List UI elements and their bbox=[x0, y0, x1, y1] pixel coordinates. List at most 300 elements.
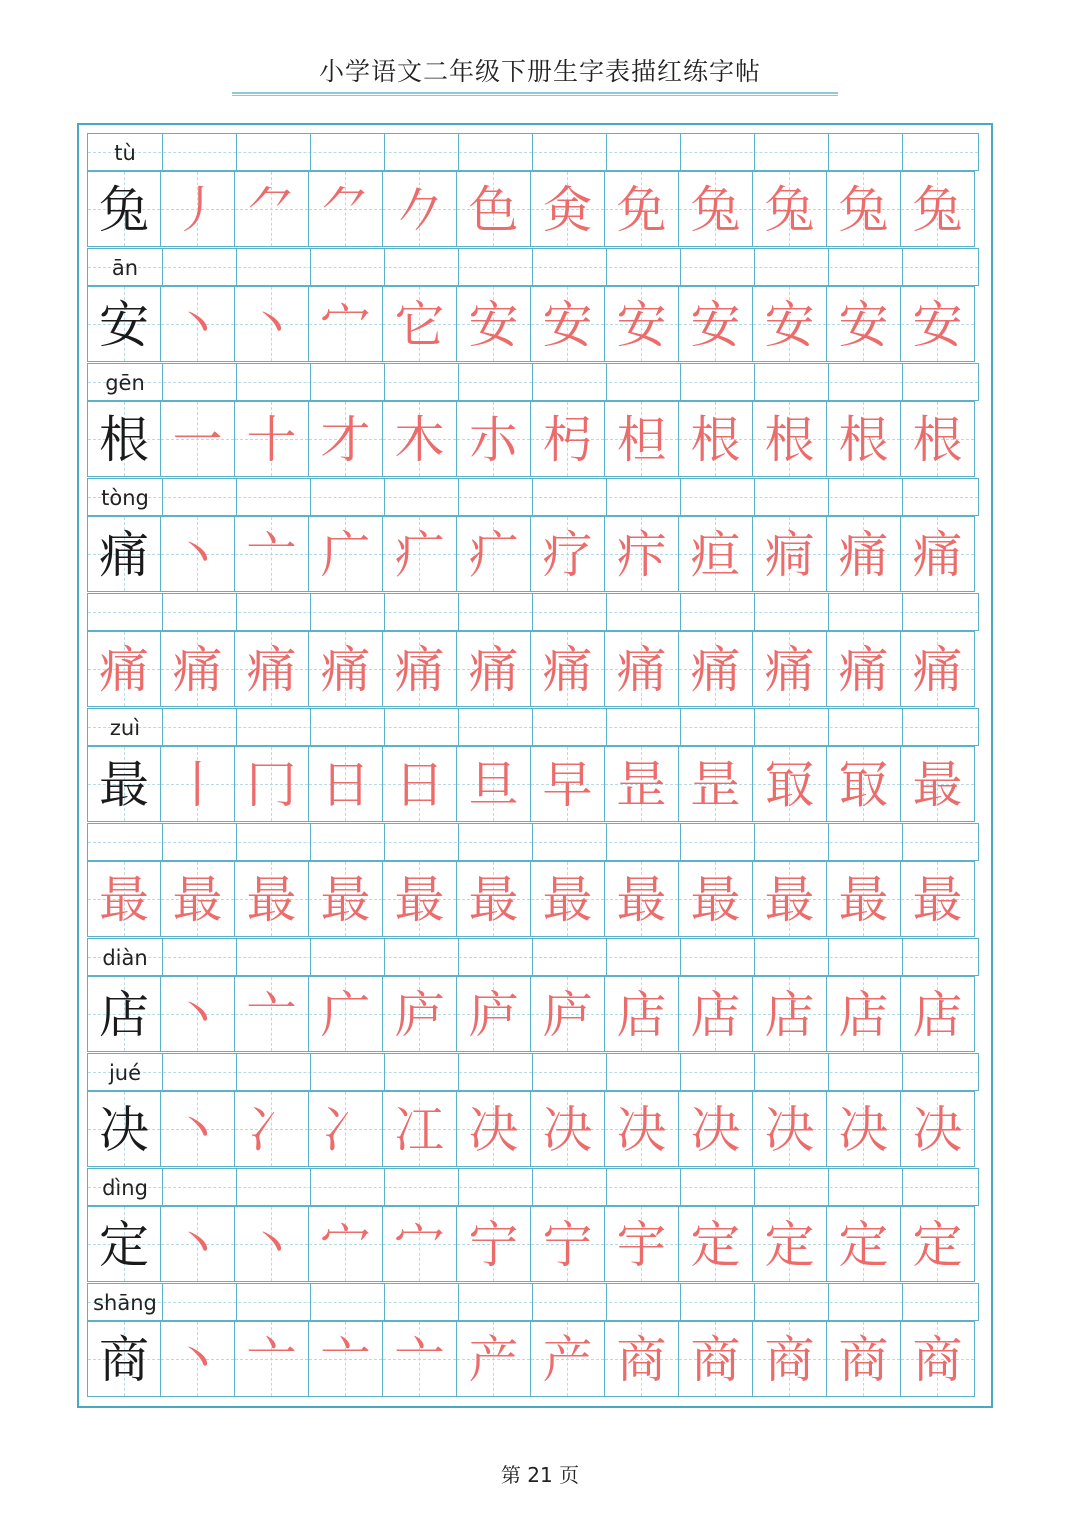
pinyin-band bbox=[87, 1168, 979, 1206]
trace-character-cell[interactable] bbox=[901, 746, 975, 822]
stroke-step-character: 安 bbox=[912, 296, 963, 354]
trace-character-cell[interactable] bbox=[457, 746, 531, 822]
trace-character-cell[interactable] bbox=[235, 401, 309, 477]
stroke-step-character: 亠 bbox=[320, 1331, 371, 1389]
pinyin-label: diàn bbox=[102, 946, 148, 970]
pinyin-band bbox=[87, 593, 979, 631]
trace-character-cell[interactable] bbox=[457, 401, 531, 477]
trace-character-cell[interactable] bbox=[753, 631, 827, 707]
trace-character-cell[interactable] bbox=[531, 1321, 605, 1397]
stroke-step-character: 产 bbox=[468, 1331, 519, 1389]
stroke-step-character: 𠂊 bbox=[394, 181, 445, 239]
stroke-step-character: 安 bbox=[468, 296, 519, 354]
trace-character-cell[interactable] bbox=[753, 171, 827, 247]
stroke-step-character: 日 bbox=[320, 756, 371, 814]
trace-character-cell[interactable] bbox=[161, 171, 235, 247]
model-character-cell[interactable] bbox=[87, 286, 161, 362]
practice-row bbox=[87, 478, 979, 593]
trace-character-cell[interactable] bbox=[605, 516, 679, 592]
stroke-step-character: 丶 bbox=[172, 1331, 223, 1389]
trace-character-cell[interactable] bbox=[827, 1321, 901, 1397]
stroke-step-character: 店 bbox=[690, 986, 741, 1044]
practice-grid bbox=[87, 133, 979, 1399]
trace-character-cell[interactable] bbox=[457, 631, 531, 707]
trace-character-cell[interactable] bbox=[827, 631, 901, 707]
trace-character-cell[interactable] bbox=[383, 516, 457, 592]
practice-row bbox=[87, 823, 979, 938]
model-character-cell[interactable] bbox=[87, 976, 161, 1052]
stroke-step-character: 最 bbox=[616, 871, 667, 929]
stroke-step-character: 色 bbox=[468, 181, 519, 239]
stroke-step-character: 安 bbox=[616, 296, 667, 354]
stroke-step-character: 痛 bbox=[838, 641, 889, 699]
trace-character-cell[interactable] bbox=[679, 1321, 753, 1397]
pinyin-band bbox=[87, 133, 979, 171]
trace-character-cell[interactable] bbox=[383, 861, 457, 937]
trace-character-cell[interactable] bbox=[531, 1206, 605, 1282]
model-character-cell[interactable] bbox=[87, 401, 161, 477]
model-character-cell[interactable] bbox=[87, 171, 161, 247]
stroke-step-character: 痛 bbox=[616, 641, 667, 699]
trace-character-cell[interactable] bbox=[827, 976, 901, 1052]
pinyin-label: gēn bbox=[105, 371, 145, 395]
stroke-step-character: 最 bbox=[320, 871, 371, 929]
pinyin-label: tòng bbox=[101, 486, 149, 510]
stroke-step-character: 旦 bbox=[468, 756, 519, 814]
pinyin-band bbox=[87, 478, 979, 516]
model-character-cell[interactable] bbox=[87, 1091, 161, 1167]
stroke-step-character: 疒 bbox=[394, 526, 445, 584]
stroke-step-character: 痌 bbox=[764, 526, 815, 584]
stroke-step-character: 朩 bbox=[468, 411, 519, 469]
stroke-step-character: 痛 bbox=[542, 641, 593, 699]
practice-row bbox=[87, 363, 979, 478]
model-character: 安 bbox=[99, 296, 149, 354]
trace-character-cell[interactable] bbox=[827, 401, 901, 477]
stroke-step-character: 亠 bbox=[246, 1331, 297, 1389]
stroke-step-character: 冣 bbox=[838, 756, 889, 814]
trace-character-cell[interactable] bbox=[531, 976, 605, 1052]
model-character-cell[interactable] bbox=[87, 1321, 161, 1397]
trace-character-cell[interactable] bbox=[827, 746, 901, 822]
trace-character-cell[interactable] bbox=[457, 1091, 531, 1167]
pinyin-label: dìng bbox=[102, 1176, 148, 1200]
stroke-step-character: 安 bbox=[764, 296, 815, 354]
trace-character-cell[interactable] bbox=[235, 1321, 309, 1397]
stroke-step-character: 疗 bbox=[542, 526, 593, 584]
trace-character-cell[interactable] bbox=[235, 171, 309, 247]
trace-character-cell[interactable] bbox=[457, 1206, 531, 1282]
stroke-step-character: 最 bbox=[912, 756, 963, 814]
trace-character-cell[interactable] bbox=[753, 286, 827, 362]
title-underline bbox=[232, 92, 838, 96]
stroke-step-character: 决 bbox=[468, 1101, 519, 1159]
stroke-step-character: 最 bbox=[838, 871, 889, 929]
trace-character-cell[interactable] bbox=[235, 1091, 309, 1167]
pinyin-label: jué bbox=[108, 1061, 142, 1085]
stroke-step-character: 最 bbox=[690, 871, 741, 929]
trace-character-cell[interactable] bbox=[531, 401, 605, 477]
stroke-step-character: 根 bbox=[764, 411, 815, 469]
stroke-step-character: 决 bbox=[690, 1101, 741, 1159]
model-character: 最 bbox=[99, 871, 149, 929]
stroke-step-character: 冮 bbox=[394, 1101, 445, 1159]
practice-row bbox=[87, 1168, 979, 1283]
trace-character-cell[interactable] bbox=[161, 286, 235, 362]
trace-character-cell[interactable] bbox=[457, 516, 531, 592]
trace-character-cell[interactable] bbox=[901, 976, 975, 1052]
model-character: 兔 bbox=[99, 181, 149, 239]
pinyin-label: shāng bbox=[93, 1291, 157, 1315]
trace-character-cell[interactable] bbox=[235, 631, 309, 707]
trace-character-cell[interactable] bbox=[901, 861, 975, 937]
trace-character-cell[interactable] bbox=[161, 401, 235, 477]
trace-character-cell[interactable] bbox=[457, 1321, 531, 1397]
stroke-step-character: 最 bbox=[764, 871, 815, 929]
stroke-step-character: 亠 bbox=[394, 1331, 445, 1389]
stroke-step-character: 冣 bbox=[764, 756, 815, 814]
stroke-step-character: 定 bbox=[912, 1216, 963, 1274]
trace-character-cell[interactable] bbox=[531, 1091, 605, 1167]
practice-row bbox=[87, 593, 979, 708]
stroke-step-character: 痛 bbox=[394, 641, 445, 699]
stroke-step-character: 决 bbox=[616, 1101, 667, 1159]
model-character: 商 bbox=[99, 1331, 149, 1389]
model-character-cell[interactable] bbox=[87, 631, 161, 707]
stroke-step-character: 定 bbox=[838, 1216, 889, 1274]
pinyin-label bbox=[88, 594, 162, 632]
stroke-step-character: 决 bbox=[912, 1101, 963, 1159]
pinyin-label bbox=[88, 824, 162, 862]
stroke-step-character: 根 bbox=[690, 411, 741, 469]
stroke-step-character: 痛 bbox=[320, 641, 371, 699]
pinyin-band bbox=[87, 1053, 979, 1091]
pinyin-label: zuì bbox=[109, 716, 141, 740]
trace-character-cell[interactable] bbox=[679, 631, 753, 707]
stroke-step-character: 定 bbox=[764, 1216, 815, 1274]
model-character: 店 bbox=[99, 986, 149, 1044]
stroke-step-character: ⺈ bbox=[320, 181, 371, 239]
stroke-step-character: 亠 bbox=[246, 986, 297, 1044]
stroke-step-character: 痛 bbox=[246, 641, 297, 699]
stroke-step-character: 安 bbox=[838, 296, 889, 354]
trace-character-cell[interactable] bbox=[161, 631, 235, 707]
model-character: 根 bbox=[99, 411, 149, 469]
stroke-step-character: 店 bbox=[912, 986, 963, 1044]
trace-character-cell[interactable] bbox=[901, 1091, 975, 1167]
model-character-cell[interactable] bbox=[87, 861, 161, 937]
trace-character-cell[interactable] bbox=[531, 746, 605, 822]
trace-character-cell[interactable] bbox=[679, 171, 753, 247]
stroke-step-character: 宀 bbox=[394, 1216, 445, 1274]
stroke-step-character: 丶 bbox=[172, 296, 223, 354]
stroke-step-character: 宁 bbox=[542, 1216, 593, 1274]
trace-character-cell[interactable] bbox=[383, 171, 457, 247]
pinyin-band bbox=[87, 708, 979, 746]
trace-character-cell[interactable] bbox=[531, 516, 605, 592]
trace-character-cell[interactable] bbox=[827, 286, 901, 362]
stroke-step-character: 决 bbox=[764, 1101, 815, 1159]
stroke-step-character: 痛 bbox=[172, 641, 223, 699]
stroke-step-character: 冂 bbox=[246, 756, 297, 814]
stroke-step-character: 宀 bbox=[320, 1216, 371, 1274]
trace-character-cell[interactable] bbox=[827, 516, 901, 592]
stroke-step-character: 决 bbox=[838, 1101, 889, 1159]
stroke-step-character: 十 bbox=[246, 411, 297, 469]
practice-row bbox=[87, 133, 979, 248]
stroke-step-character: 疒 bbox=[468, 526, 519, 584]
stroke-step-character: 日 bbox=[394, 756, 445, 814]
stroke-step-character: 店 bbox=[764, 986, 815, 1044]
trace-character-cell[interactable] bbox=[827, 171, 901, 247]
trace-character-cell[interactable] bbox=[679, 1091, 753, 1167]
model-character: 最 bbox=[99, 756, 149, 814]
stroke-step-character: 痛 bbox=[838, 526, 889, 584]
trace-character-cell[interactable] bbox=[383, 1091, 457, 1167]
trace-character-cell[interactable] bbox=[901, 286, 975, 362]
stroke-step-character: 兔 bbox=[838, 181, 889, 239]
trace-character-cell[interactable] bbox=[383, 401, 457, 477]
stroke-step-character: 兔 bbox=[764, 181, 815, 239]
trace-character-cell[interactable] bbox=[309, 1206, 383, 1282]
trace-character-cell[interactable] bbox=[235, 1206, 309, 1282]
stroke-step-character: 痛 bbox=[912, 641, 963, 699]
trace-character-cell[interactable] bbox=[605, 171, 679, 247]
stroke-step-character: 产 bbox=[542, 1331, 593, 1389]
trace-character-cell[interactable] bbox=[383, 746, 457, 822]
trace-character-cell[interactable] bbox=[235, 286, 309, 362]
trace-character-cell[interactable] bbox=[901, 631, 975, 707]
trace-character-cell[interactable] bbox=[901, 401, 975, 477]
model-character: 痛 bbox=[99, 526, 149, 584]
stroke-step-character: 木 bbox=[394, 411, 445, 469]
stroke-step-character: 最 bbox=[246, 871, 297, 929]
trace-character-cell[interactable] bbox=[531, 631, 605, 707]
stroke-step-character: 宁 bbox=[468, 1216, 519, 1274]
stroke-step-character: 痛 bbox=[764, 641, 815, 699]
trace-character-cell[interactable] bbox=[235, 861, 309, 937]
pinyin-label: tù bbox=[114, 141, 136, 165]
trace-character-cell[interactable] bbox=[605, 746, 679, 822]
trace-character-cell[interactable] bbox=[679, 401, 753, 477]
stroke-step-character: 免 bbox=[616, 181, 667, 239]
trace-character-cell[interactable] bbox=[753, 401, 827, 477]
trace-character-cell[interactable] bbox=[901, 516, 975, 592]
stroke-step-character: 才 bbox=[320, 411, 371, 469]
trace-character-cell[interactable] bbox=[531, 861, 605, 937]
trace-character-cell[interactable] bbox=[309, 1321, 383, 1397]
trace-character-cell[interactable] bbox=[605, 631, 679, 707]
trace-character-cell[interactable] bbox=[901, 171, 975, 247]
trace-character-cell[interactable] bbox=[827, 861, 901, 937]
trace-character-cell[interactable] bbox=[309, 286, 383, 362]
trace-character-cell[interactable] bbox=[457, 171, 531, 247]
stroke-step-character: 痛 bbox=[690, 641, 741, 699]
stroke-step-character: 兔 bbox=[690, 181, 741, 239]
trace-character-cell[interactable] bbox=[531, 171, 605, 247]
pinyin-band bbox=[87, 1283, 979, 1321]
trace-character-cell[interactable] bbox=[457, 286, 531, 362]
stroke-step-character: 店 bbox=[838, 986, 889, 1044]
trace-character-cell[interactable] bbox=[679, 976, 753, 1052]
trace-character-cell[interactable] bbox=[309, 861, 383, 937]
stroke-step-character: 丶 bbox=[172, 986, 223, 1044]
stroke-step-character: 商 bbox=[912, 1331, 963, 1389]
practice-row bbox=[87, 708, 979, 823]
trace-character-cell[interactable] bbox=[161, 516, 235, 592]
stroke-step-character: 商 bbox=[838, 1331, 889, 1389]
trace-character-cell[interactable] bbox=[901, 1321, 975, 1397]
trace-character-cell[interactable] bbox=[753, 1321, 827, 1397]
model-character-cell[interactable] bbox=[87, 516, 161, 592]
stroke-step-character: 根 bbox=[838, 411, 889, 469]
stroke-step-character: 丶 bbox=[172, 1101, 223, 1159]
stroke-step-character: 庐 bbox=[468, 986, 519, 1044]
trace-character-cell[interactable] bbox=[605, 976, 679, 1052]
stroke-step-character: 广 bbox=[320, 526, 371, 584]
stroke-step-character: 亠 bbox=[246, 526, 297, 584]
stroke-step-character: 最 bbox=[912, 871, 963, 929]
stroke-step-character: 庐 bbox=[542, 986, 593, 1044]
trace-character-cell[interactable] bbox=[235, 976, 309, 1052]
page-title: 小学语文二年级下册生字表描红练字帖 bbox=[318, 57, 761, 86]
pinyin-band bbox=[87, 823, 979, 861]
trace-character-cell[interactable] bbox=[605, 286, 679, 362]
trace-character-cell[interactable] bbox=[827, 1091, 901, 1167]
trace-character-cell[interactable] bbox=[309, 976, 383, 1052]
trace-character-cell[interactable] bbox=[679, 1206, 753, 1282]
trace-character-cell[interactable] bbox=[383, 631, 457, 707]
trace-character-cell[interactable] bbox=[161, 976, 235, 1052]
trace-character-cell[interactable] bbox=[827, 1206, 901, 1282]
stroke-step-character: 决 bbox=[542, 1101, 593, 1159]
model-character: 痛 bbox=[99, 641, 149, 699]
trace-character-cell[interactable] bbox=[753, 746, 827, 822]
model-character: 决 bbox=[99, 1101, 149, 1159]
stroke-step-character: 早 bbox=[542, 756, 593, 814]
practice-row bbox=[87, 1053, 979, 1168]
trace-character-cell[interactable] bbox=[679, 286, 753, 362]
trace-character-cell[interactable] bbox=[161, 1206, 235, 1282]
stroke-step-character: 丨 bbox=[172, 756, 223, 814]
trace-character-cell[interactable] bbox=[161, 1321, 235, 1397]
stroke-step-character: 冫 bbox=[320, 1101, 371, 1159]
stroke-step-character: 兔 bbox=[912, 181, 963, 239]
stroke-step-character: 它 bbox=[394, 296, 445, 354]
trace-character-cell[interactable] bbox=[605, 401, 679, 477]
model-character: 定 bbox=[99, 1216, 149, 1274]
stroke-step-character: 商 bbox=[616, 1331, 667, 1389]
trace-character-cell[interactable] bbox=[605, 1206, 679, 1282]
stroke-step-character: 冫 bbox=[246, 1101, 297, 1159]
practice-row bbox=[87, 1283, 979, 1398]
trace-character-cell[interactable] bbox=[383, 1206, 457, 1282]
stroke-step-character: 柦 bbox=[616, 411, 667, 469]
stroke-step-character: 商 bbox=[764, 1331, 815, 1389]
stroke-step-character: 丶 bbox=[172, 526, 223, 584]
stroke-step-character: 最 bbox=[394, 871, 445, 929]
stroke-step-character: 昰 bbox=[616, 756, 667, 814]
stroke-step-character: 宀 bbox=[320, 296, 371, 354]
trace-character-cell[interactable] bbox=[309, 516, 383, 592]
stroke-step-character: 痛 bbox=[468, 641, 519, 699]
trace-character-cell[interactable] bbox=[383, 1321, 457, 1397]
stroke-step-character: 杛 bbox=[542, 411, 593, 469]
trace-character-cell[interactable] bbox=[309, 401, 383, 477]
trace-character-cell[interactable] bbox=[383, 976, 457, 1052]
practice-row bbox=[87, 938, 979, 1053]
trace-character-cell[interactable] bbox=[309, 631, 383, 707]
trace-character-cell[interactable] bbox=[605, 1091, 679, 1167]
trace-character-cell[interactable] bbox=[753, 1206, 827, 1282]
trace-character-cell[interactable] bbox=[679, 746, 753, 822]
trace-character-cell[interactable] bbox=[235, 516, 309, 592]
trace-character-cell[interactable] bbox=[531, 286, 605, 362]
stroke-step-character: 店 bbox=[616, 986, 667, 1044]
stroke-step-character: 一 bbox=[172, 411, 223, 469]
stroke-step-character: 最 bbox=[172, 871, 223, 929]
stroke-step-character: 庐 bbox=[394, 986, 445, 1044]
pinyin-band bbox=[87, 938, 979, 976]
trace-character-cell[interactable] bbox=[309, 171, 383, 247]
trace-character-cell[interactable] bbox=[679, 516, 753, 592]
model-character-cell[interactable] bbox=[87, 1206, 161, 1282]
stroke-step-character: 商 bbox=[690, 1331, 741, 1389]
stroke-step-character: 疜 bbox=[616, 526, 667, 584]
model-character-cell[interactable] bbox=[87, 746, 161, 822]
stroke-step-character: 丶 bbox=[172, 1216, 223, 1274]
trace-character-cell[interactable] bbox=[605, 861, 679, 937]
stroke-step-character: 宇 bbox=[616, 1216, 667, 1274]
trace-character-cell[interactable] bbox=[383, 286, 457, 362]
trace-character-cell[interactable] bbox=[753, 976, 827, 1052]
trace-character-cell[interactable] bbox=[605, 1321, 679, 1397]
stroke-step-character: 痛 bbox=[912, 526, 963, 584]
stroke-step-character: 根 bbox=[912, 411, 963, 469]
practice-row bbox=[87, 248, 979, 363]
trace-character-cell[interactable] bbox=[457, 861, 531, 937]
stroke-step-character: 安 bbox=[690, 296, 741, 354]
trace-character-cell[interactable] bbox=[753, 516, 827, 592]
stroke-step-character: 广 bbox=[320, 986, 371, 1044]
trace-character-cell[interactable] bbox=[457, 976, 531, 1052]
trace-character-cell[interactable] bbox=[161, 861, 235, 937]
page-number: 第 21 页 bbox=[500, 1463, 580, 1487]
pinyin-band bbox=[87, 248, 979, 286]
stroke-step-character: 安 bbox=[542, 296, 593, 354]
stroke-step-character: 㑒 bbox=[542, 181, 593, 239]
pinyin-label: ān bbox=[111, 256, 139, 280]
stroke-step-character: 疸 bbox=[690, 526, 741, 584]
trace-character-cell[interactable] bbox=[753, 861, 827, 937]
stroke-step-character: ⺈ bbox=[246, 181, 297, 239]
stroke-step-character: 定 bbox=[690, 1216, 741, 1274]
trace-character-cell[interactable] bbox=[901, 1206, 975, 1282]
trace-character-cell[interactable] bbox=[309, 746, 383, 822]
trace-character-cell[interactable] bbox=[235, 746, 309, 822]
trace-character-cell[interactable] bbox=[309, 1091, 383, 1167]
stroke-step-character: 丶 bbox=[246, 1216, 297, 1274]
stroke-step-character: 丶 bbox=[246, 296, 297, 354]
trace-character-cell[interactable] bbox=[753, 1091, 827, 1167]
trace-character-cell[interactable] bbox=[679, 861, 753, 937]
stroke-step-character: 昰 bbox=[690, 756, 741, 814]
trace-character-cell[interactable] bbox=[161, 746, 235, 822]
stroke-step-character: 丿 bbox=[172, 181, 223, 239]
stroke-step-character: 最 bbox=[468, 871, 519, 929]
trace-character-cell[interactable] bbox=[161, 1091, 235, 1167]
pinyin-band bbox=[87, 363, 979, 401]
